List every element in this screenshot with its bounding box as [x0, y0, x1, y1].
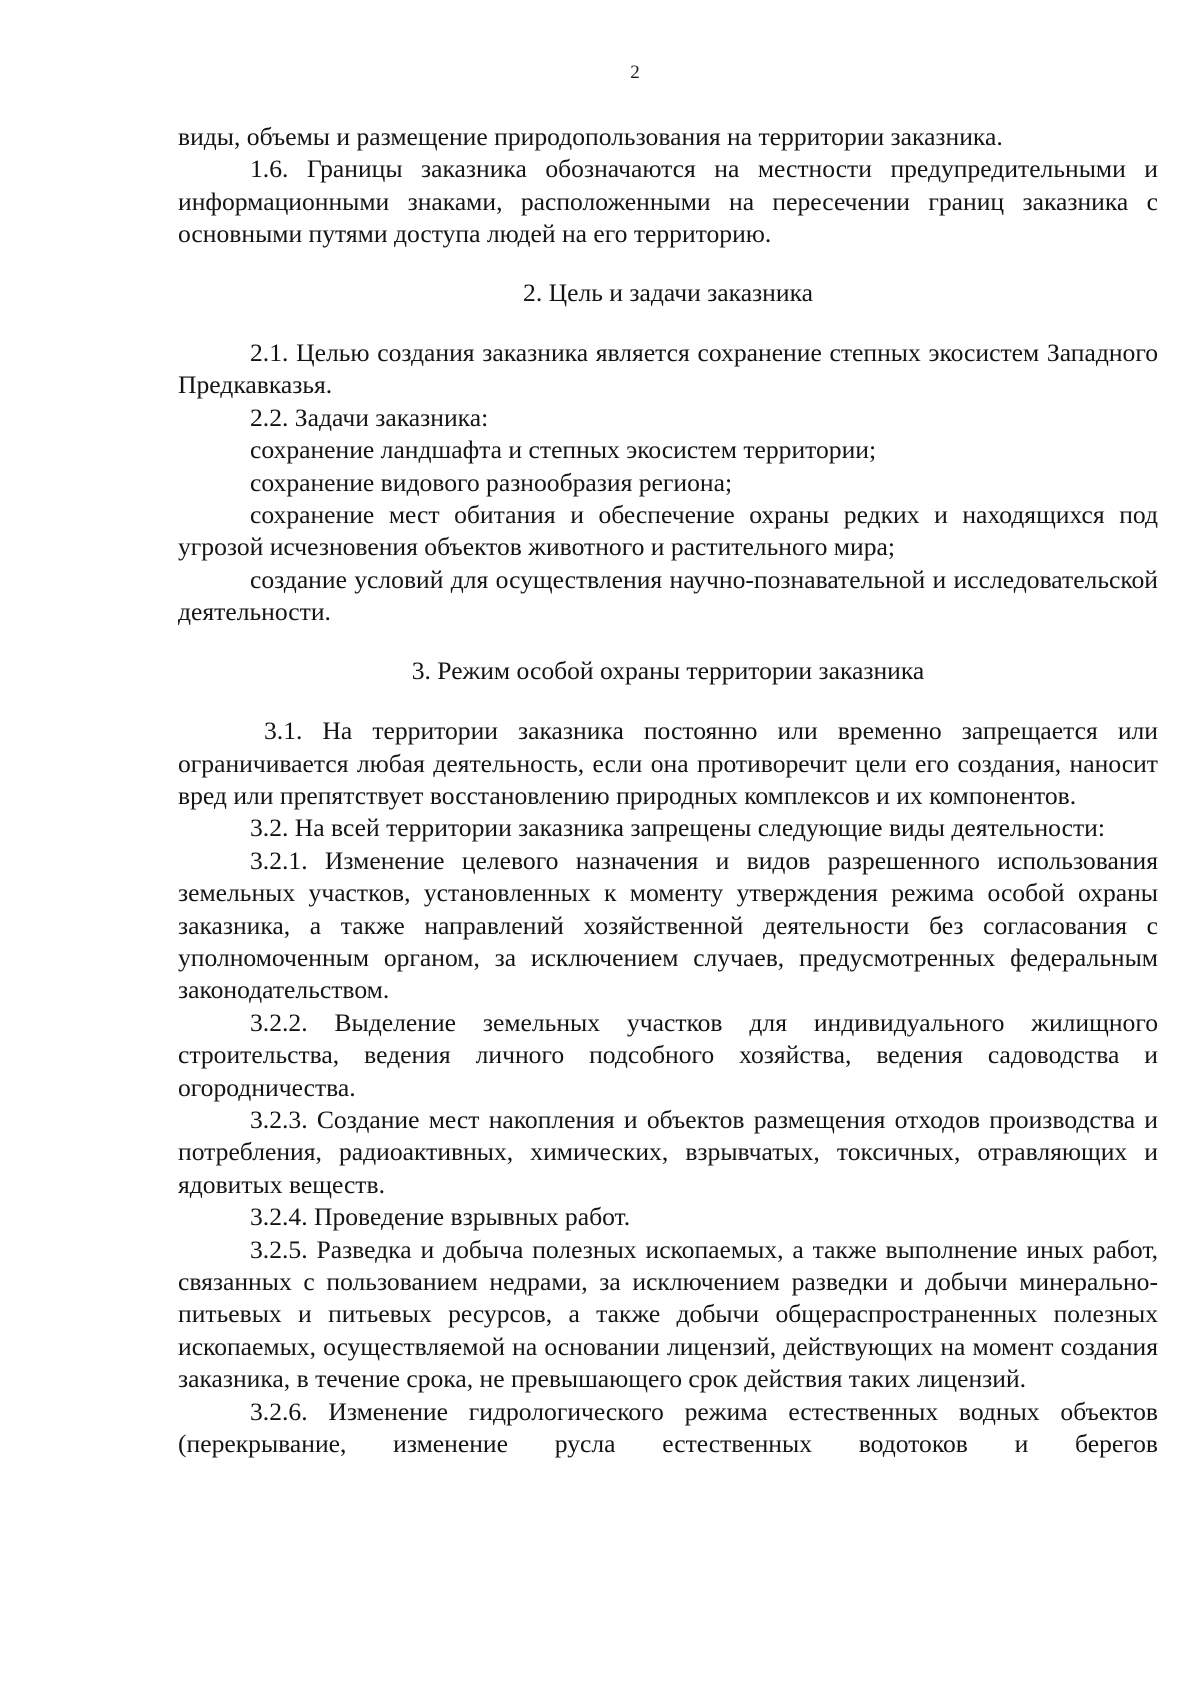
- paragraph-3-2-4: 3.2.4. Проведение взрывных работ.: [250, 1202, 631, 1232]
- section-heading-2: 2. Цель и задачи заказника: [523, 277, 813, 307]
- list-item-2-2-c: сохранение мест обитания и обеспечение охраны редких и находящихся под угрозой исчезновения объектов животного и растительного мира;: [178, 500, 1158, 562]
- paragraph-3-2-1: 3.2.1. Изменение целевого назначения и видов разрешенного использования земельных участков, установленных к моменту утверждения режима особой охраны заказника, а также направлений хозяйственной деятельности без согласования с уполномоченным органом, за исключением случаев, предусмотренных федеральным законодательством.: [178, 845, 1158, 1005]
- document-body: [178, 121, 1158, 1460]
- list-item-2-2-b: сохранение видового разнообразия региона;: [250, 467, 733, 497]
- section-heading-3: 3. Режим особой охраны территории заказника: [411, 655, 925, 685]
- page-number: 2: [630, 62, 640, 83]
- paragraph-3-2-5: 3.2.5. Разведка и добыча полезных ископаемых, а также выполнение иных работ, связанных с пользованием недрами, за исключением разведки и добычи минерально-питьевых и питьевых ресурсов, а также добычи общераспространенных полезных ископаемых, осуществляемой на основании лицензий, действующих на момент создания заказника, в течение срока, не превышающего срок действия таких лицензий.: [178, 1234, 1158, 1394]
- paragraph-2-2: 2.2. Задачи заказника:: [250, 402, 489, 432]
- paragraph-intro: виды, объемы и размещение природопользования на территории заказника.: [178, 122, 1003, 151]
- paragraph-3-1: 3.1. На территории заказника постоянно или временно запрещается или ограничивается любая деятельность, если она противоречит цели его создания, наносит вред или препятствует восстановлению природных комплексов и их компонентов.: [178, 716, 1158, 810]
- paragraph-2-1: 2.1. Целью создания заказника является сохранение степных экосистем Западного Предкавказья.: [178, 338, 1158, 400]
- list-item-2-2-a: сохранение ландшафта и степных экосистем территории;: [250, 435, 877, 465]
- paragraph-1-6: 1.6. Границы заказника обозначаются на местности предупредительными и информационными знаками, расположенными на пересечении границ заказника с основными путями доступа людей на его территорию.: [178, 154, 1158, 249]
- paragraph-3-2-2: 3.2.2. Выделение земельных участков для индивидуального жилищного строительства, ведения личного подсобного хозяйства, ведения садоводства и огородничества.: [178, 1007, 1158, 1102]
- paragraph-3-2: 3.2. На всей территории заказника запрещены следующие виды деятельности:: [250, 813, 1105, 843]
- paragraph-3-2-6: 3.2.6. Изменение гидрологического режима естественных водных объектов (перекрывание, изменение русла естественных водотоков и берегов: [178, 1396, 1158, 1459]
- paragraph-3-2-3: 3.2.3. Создание мест накопления и объектов размещения отходов производства и потребления, радиоактивных, химических, взрывчатых, токсичных, отравляющих и ядовитых веществ.: [178, 1104, 1158, 1199]
- list-item-2-2-d: создание условий для осуществления научно-познавательной и исследовательской деятельности.: [178, 564, 1158, 627]
